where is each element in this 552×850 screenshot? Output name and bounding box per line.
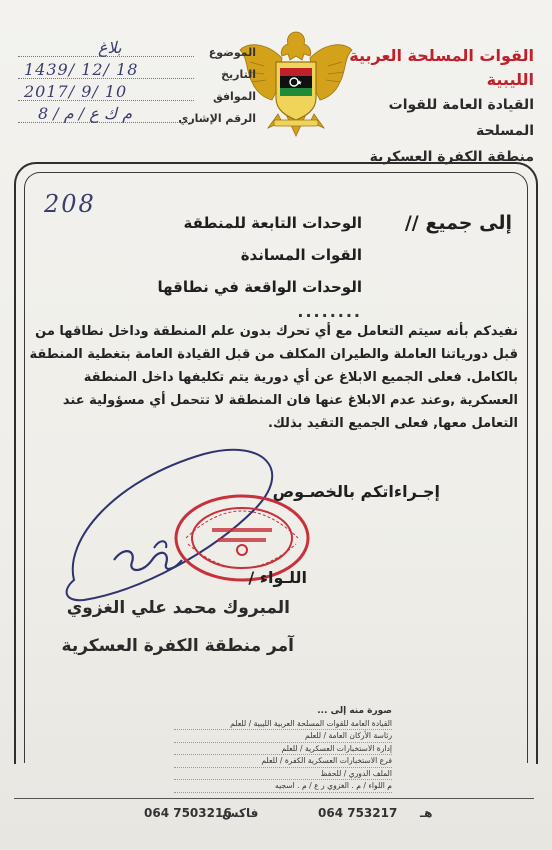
org-line-1: القوات المسلحة العربية الليبية [349, 46, 534, 89]
footer-divider [14, 798, 534, 799]
handwritten-serial-number: 208 [44, 190, 96, 218]
org-line-2: القيادة العامة للقوات المسلحة [388, 97, 534, 139]
phone-label: هـ [420, 806, 433, 820]
to-label: إلى جميع // [404, 212, 512, 234]
reference-number-handwritten: م ك ع / م / 8 [38, 104, 133, 123]
distribution-item: الملف الدوري / للحفظ [174, 768, 392, 781]
date-hijri-handwritten: 1439/ 12/ 18 [24, 60, 139, 79]
reference-number-field [18, 104, 256, 130]
signatory-rank: اللـواء / [248, 568, 307, 587]
signatory-name: المبروك محمد علي الغزوي [66, 598, 290, 618]
distribution-item: فرع الاستخبارات العسكرية الكفرة / للعلم [174, 755, 392, 768]
date-hijri-label: التاريخ [221, 68, 256, 81]
organization-header [334, 44, 534, 170]
addressee-line-1: الوحدات التابعة للمنطقة [183, 214, 362, 232]
distribution-item: م اللواء / م . الغزوي ر ع / م . اسجيه [174, 780, 392, 793]
subject-label: الموضوع [208, 46, 256, 59]
phone-number: 064 753217 [318, 806, 398, 820]
org-line-3: منطقة الكفرة العسكرية [369, 149, 534, 165]
signatory-title: آمر منطقة الكفرة العسكرية [61, 636, 294, 656]
distribution-item: إدارة الاستخبارات العسكرية / للعلم [174, 743, 392, 756]
distribution-item: رئاسة الأركان العامة / للعلم [174, 730, 392, 743]
date-gregorian-handwritten: 2017/ 9/ 10 [24, 82, 128, 101]
distribution-heading: صورة منه إلى ... [317, 706, 392, 716]
reference-fields [18, 38, 256, 130]
fax-number: 064 7503216 [144, 806, 232, 820]
addressee-line-3: الوحدات الواقعة في نطاقها [157, 278, 362, 296]
fax-label: فاكس [222, 806, 259, 820]
closing-phrase: إجـراءاتكم بالخصـوص [272, 482, 440, 501]
addressee-line-2: القوات المساندة [240, 246, 362, 264]
letter-body: نفيدكم بأنه سيتم التعامل مع أي تحرك بدون علم المنطقة وداخل نطاقها من قبل دورياتنا العاملة والطيران المكلف من قبل القيادة العامة بتغطية المنطقة بالكامل. فعلى الجميع الابلاغ عن أي دورية يتم تكليفها داخل المنطقة العسكرية ,وعند عدم الابلاغ عنها فان المنطقة لا تتحمل أي مسؤولية عند التعامل معها, فعلى الجميع التقيد بذلك. [29, 324, 518, 431]
subject-handwritten: بلاغ [98, 38, 122, 57]
distribution-item: القيادة العامة للقوات المسلحة العربية الليبية / للعلم [174, 718, 392, 731]
date-gregorian-label: الموافق [212, 90, 256, 103]
reference-number-label: الرقم الإشاري [178, 112, 256, 125]
separator-dots: ........ [297, 302, 362, 321]
distribution-list [174, 706, 392, 793]
